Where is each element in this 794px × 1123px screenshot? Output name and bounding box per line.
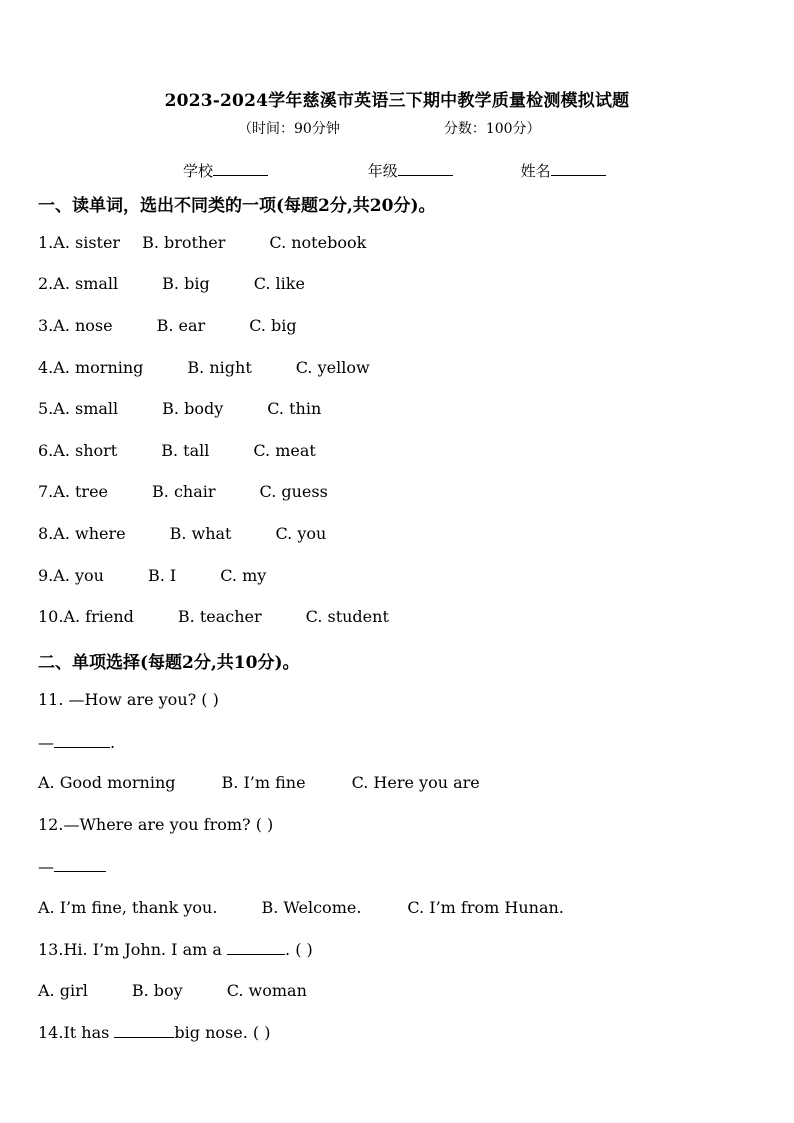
option-b[interactable]: B. Welcome. [261,898,362,917]
option-a[interactable]: A. where [53,524,126,543]
option-b[interactable]: B. chair [152,482,216,501]
question-row [38,607,389,626]
option-b[interactable]: B. I [147,566,177,585]
answer-end: . [110,733,116,752]
question-row [38,399,321,418]
option-c[interactable]: C. Here you are [351,773,480,792]
option-c[interactable]: C. I’m from Hunan. [407,898,564,917]
question-number: 5. [38,399,54,418]
name-label: 姓名 [520,162,551,180]
option-b[interactable]: B. night [187,358,252,377]
option-a[interactable]: A. girl [38,981,88,1000]
question-number: 9. [38,566,54,585]
option-c[interactable]: C. meat [253,441,316,460]
answer-blank[interactable] [227,942,285,955]
question-row [38,316,297,335]
answer-dash: — [38,857,54,876]
stem-text: 14.It has [38,1023,115,1042]
question-number: 1. [38,233,54,252]
question-number: 7. [38,482,54,501]
name-blank[interactable] [551,163,606,176]
name-field[interactable] [521,160,606,181]
option-c[interactable]: C. thin [267,399,322,418]
question-row [38,274,305,293]
option-b[interactable]: B. tall [161,441,210,460]
school-blank[interactable] [213,163,268,176]
question-row [38,981,307,1000]
student-info-row [183,160,606,181]
option-b[interactable]: B. teacher [177,607,262,626]
option-c[interactable]: C. student [305,607,389,626]
question-number: 6. [38,441,54,460]
stem-text: big nose. ( ) [174,1023,271,1042]
question-row [38,773,480,792]
option-c[interactable]: C. you [275,524,327,543]
option-c[interactable]: C. big [249,316,297,335]
answer-blank[interactable] [54,735,110,748]
stem-text: 13.Hi. I’m John. I am a [38,940,228,959]
option-b[interactable]: B. boy [131,981,183,1000]
option-b[interactable]: B. what [169,524,232,543]
option-c[interactable]: C. guess [259,482,328,501]
school-label: 学校 [183,162,214,180]
question-row [38,441,316,460]
option-a[interactable]: A. small [53,274,119,293]
option-b[interactable]: B. ear [156,316,206,335]
option-b[interactable]: B. brother [142,233,226,252]
question-11-stem: 11. —How are you? ( ) [38,690,219,709]
option-a[interactable]: A. you [53,566,104,585]
answer-dash: — [38,733,54,752]
question-11-answer-line [38,733,115,752]
option-a[interactable]: A. nose [53,316,113,335]
grade-blank[interactable] [398,163,453,176]
option-b[interactable]: B. big [162,274,210,293]
grade-label: 年级 [367,162,398,180]
question-number: 4. [38,358,54,377]
question-number: 3. [38,316,54,335]
answer-blank[interactable] [54,859,106,872]
question-row [38,524,326,543]
option-b[interactable]: B. body [162,399,224,418]
section-1-heading: 一、读单词，选出不同类的一项(每题2分,共20分)。 [38,196,436,216]
question-14-stem [38,1023,270,1042]
option-b[interactable]: B. I’m fine [221,773,306,792]
question-row [38,898,564,917]
question-row [38,358,370,377]
answer-blank[interactable] [114,1025,174,1038]
question-row [38,482,328,501]
question-row [38,566,266,585]
section-2-heading: 二、单项选择(每题2分,共10分)。 [38,653,300,673]
option-a[interactable]: A. short [53,441,118,460]
stem-text: . ( ) [285,940,313,959]
question-number: 10. [38,607,64,626]
question-row [38,233,366,252]
question-12-stem: 12.—Where are you from? ( ) [38,815,274,834]
grade-field[interactable] [368,160,453,181]
total-score: 分数：100分） [443,121,541,137]
exam-meta [238,118,541,138]
question-number: 2. [38,274,54,293]
option-c[interactable]: C. my [220,566,267,585]
option-a[interactable]: A. sister [53,233,121,252]
option-c[interactable]: C. like [253,274,305,293]
school-field[interactable] [183,160,268,181]
question-12-answer-line [38,857,106,876]
page-title: 2023-2024学年慈溪市英语三下期中教学质量检测模拟试题 [164,91,630,111]
option-c[interactable]: C. woman [226,981,307,1000]
option-a[interactable]: A. tree [53,482,109,501]
option-c[interactable]: C. yellow [295,358,370,377]
option-a[interactable]: A. Good morning [38,773,176,792]
time-limit: （时间：90分钟 [238,121,340,137]
question-number: 8. [38,524,54,543]
question-13-stem [38,940,313,959]
option-a[interactable]: A. small [53,399,119,418]
option-a[interactable]: A. morning [53,358,144,377]
option-c[interactable]: C. notebook [269,233,367,252]
option-a[interactable]: A. friend [63,607,134,626]
option-a[interactable]: A. I’m fine, thank you. [38,898,218,917]
